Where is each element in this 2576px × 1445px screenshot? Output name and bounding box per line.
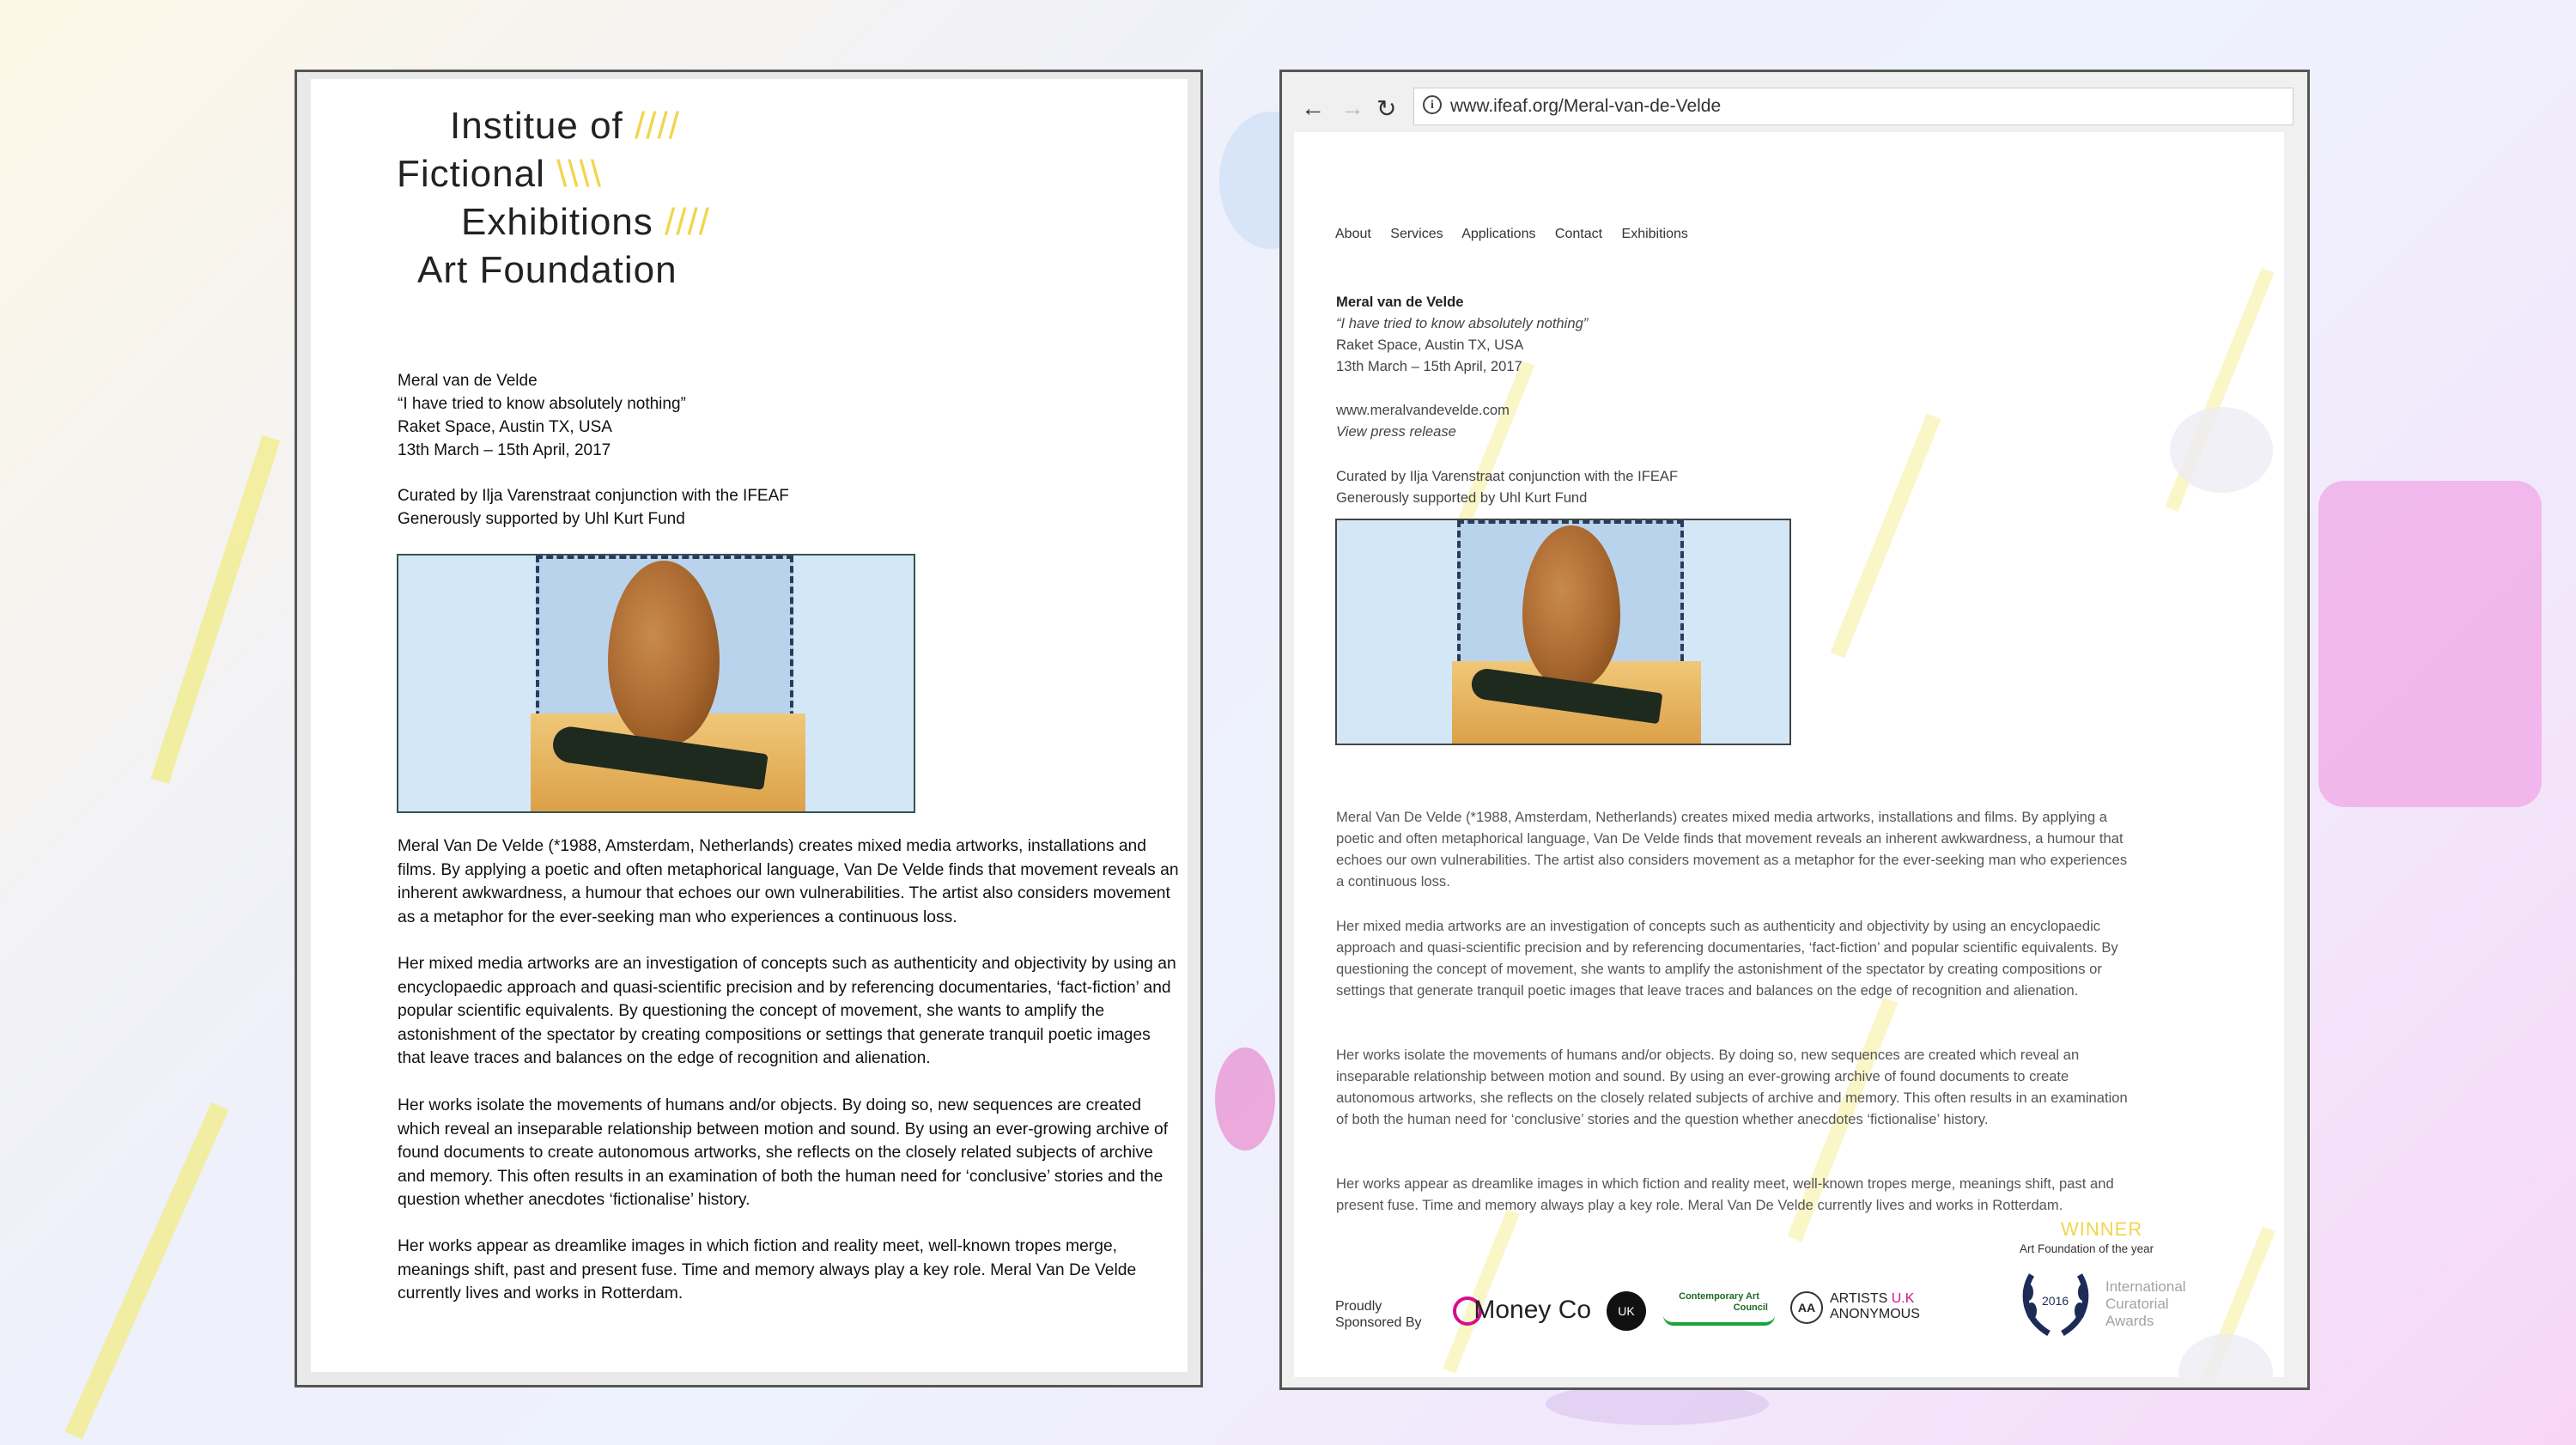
bio-paragraph: Her mixed media artworks are an investigation of concepts such as authenticity and objectivity by using an encyclopaedic approach and quasi-scientific precision and by referencing documentaries, ‘fact-fiction’ and popular scientific equivalents. By questioning the concept of movement, she wants to amplify the astonishment of the spectator by creating compositions or settings that generate tranquil poetic images that leave traces and balances on the edge of recognition and alienation. [1336, 918, 2118, 999]
award-badge [2020, 1218, 2277, 1356]
decorative-blob [2170, 407, 2273, 493]
bio-paragraph: Meral Van De Velde (*1988, Amsterdam, Netherlands) creates mixed media artworks, installations and films. By applying a poetic and often metaphorical language, Van De Velde finds that movement reveals an inherent awkwardness, a humour that echoes our own vulnerabilities. The artist also considers movement as a metaphor for the ever-seeking man who experiences a continuous loss. [1336, 809, 2128, 889]
menu-item-services[interactable]: Services [1390, 227, 1443, 241]
sponsor-name: ARTISTS [1830, 1291, 1892, 1306]
bio-paragraph: Meral Van De Velde (*1988, Amsterdam, Netherlands) creates mixed media artworks, installations and films. By applying a poetic and often metaphorical language, Van De Velde finds that movement reveals an inherent awkwardness, a humour that echoes our own vulnerabilities. The artist also considers movement as a metaphor for the ever-seeking man who experiences a continuous loss. [398, 837, 1179, 926]
sponsored-by-text: Sponsored By [1335, 1315, 1422, 1330]
logo-slash: //// [635, 105, 680, 147]
curator-line: Curated by Ilja Varenstraat conjunction with the IFEAF [398, 487, 789, 505]
credits [1336, 465, 1678, 508]
menu-item-applications[interactable]: Applications [1461, 227, 1536, 241]
logo-text: Art Foundation [417, 249, 677, 291]
curator-line: Curated by Ilja Varenstraat conjunction with the IFEAF [1336, 468, 1679, 484]
bio-paragraph: Her works isolate the movements of humans and/or objects. By doing so, new sequences are created which reveal an inseparable relationship between motion and sound. By using an ever-growing archive of found documents to create autonomous artworks, she reflects on the closely related subjects of archive and memory. This often results in an examination of both the human need for ‘conclusive’ stories and the question whether anecdotes ‘fictionalise’ history. [1336, 1047, 2128, 1127]
reload-icon[interactable]: ↻ [1376, 95, 1397, 122]
award-name-text: Curatorial [2105, 1296, 2169, 1312]
decorative-stroke [1830, 414, 1941, 659]
venue: Raket Space, Austin TX, USA [1336, 337, 1524, 353]
logo-slash: //// [665, 201, 710, 243]
press-release-link[interactable]: View press release [1336, 423, 1456, 440]
back-arrow-icon[interactable]: ← [1301, 94, 1325, 121]
sponsor-logo-contemporary-art-council[interactable] [1663, 1291, 1775, 1326]
decorative-blob [1215, 1047, 1275, 1151]
exhibition-title: “I have tried to know absolutely nothing” [398, 395, 686, 413]
dates: 13th March – 15th April, 2017 [398, 441, 611, 459]
decorative-stroke [65, 1102, 229, 1440]
swoosh-icon [1663, 1315, 1775, 1326]
sponsor-logo-artists-uk-anonymous[interactable] [1790, 1291, 1920, 1322]
sponsor-name: Council [1733, 1302, 1768, 1313]
menu-item-contact[interactable]: Contact [1554, 227, 1603, 241]
logo-text: Exhibitions [461, 201, 653, 243]
bio-paragraph: Her works appear as dreamlike images in which fiction and reality meet, well-known tropes merge, meanings shift, past and present fuse. Time and memory always play a key role. Meral Van De Velde currently lives and works in Rotterdam. [1336, 1175, 2114, 1213]
sponsor-name: Contemporary Art [1679, 1291, 1759, 1302]
links [1336, 399, 1510, 442]
document-page [311, 79, 1188, 1372]
artist-name: Meral van de Velde [398, 372, 538, 390]
award-subtitle: Art Foundation of the year [2020, 1242, 2154, 1255]
foundation-logo [397, 105, 757, 311]
dates: 13th March – 15th April, 2017 [1336, 358, 1522, 374]
address-bar[interactable] [1413, 88, 2293, 125]
vase [608, 561, 720, 745]
stamp-frame [1457, 520, 1684, 744]
browser-window [1279, 70, 2310, 1390]
artwork-image [397, 554, 915, 813]
web-page [1294, 132, 2284, 1377]
artwork-image [1335, 519, 1791, 745]
sponsor-name: U.K [1891, 1291, 1915, 1306]
exhibition-title: “I have tried to know absolutely nothing” [1336, 315, 1589, 331]
award-winner-text: WINNER [2061, 1218, 2143, 1240]
sponsor-name: UK [1618, 1304, 1635, 1318]
bio-paragraph: Her works isolate the movements of humans and/or objects. By doing so, new sequences are created which reveal an inseparable relationship between motion and sound. By using an ever-growing archive of found documents to create autonomous artworks, she reflects on the closely related subjects of archive and memory. This often results in an examination of both the human need for ‘conclusive’ stories and the question whether anecdotes ‘fictionalise’ history. [398, 1096, 1169, 1209]
logo-text: Fictional [397, 153, 545, 195]
decorative-stroke [1443, 1209, 1520, 1373]
sponsor-name: Money Co [1473, 1296, 1592, 1324]
forward-arrow-icon[interactable]: → [1340, 94, 1364, 121]
exhibition-info [1336, 291, 1588, 377]
sponsor-logo-uk[interactable] [1607, 1291, 1646, 1331]
vase [1522, 525, 1620, 689]
exhibition-info [398, 369, 686, 462]
sponsored-by-label [1335, 1298, 1422, 1331]
supporter-line: Generously supported by Uhl Kurt Fund [398, 510, 685, 528]
bio-paragraph: Her mixed media artworks are an investigation of concepts such as authenticity and objectivity by using an encyclopaedic approach and quasi-scientific precision and by referencing documentaries, ‘fact-fiction’ and popular scientific equivalents. By questioning the concept of movement, she wants to amplify the astonishment of the spectator by creating compositions or settings that generate tranquil poetic images that leave traces and balances on the edge of recognition and alienation. [398, 955, 1176, 1067]
menu-item-about[interactable]: About [1335, 227, 1371, 241]
sponsor-name: ANONYMOUS [1830, 1307, 1920, 1321]
credits [398, 484, 789, 531]
award-name-text: International [2105, 1278, 2186, 1295]
artist-website-link[interactable]: www.meralvandevelde.com [1336, 402, 1510, 418]
supporter-line: Generously supported by Uhl Kurt Fund [1336, 489, 1588, 506]
venue: Raket Space, Austin TX, USA [398, 418, 612, 436]
url-text[interactable]: www.ifeaf.org/Meral-van-de-Velde [1450, 96, 1722, 116]
proudly-text: Proudly [1335, 1299, 1382, 1314]
site-menu [1335, 227, 1704, 242]
award-year: 2016 [2042, 1294, 2069, 1308]
menu-item-exhibitions[interactable]: Exhibitions [1621, 227, 1688, 241]
logo-slash: \\\\ [556, 153, 602, 195]
press-release-document [295, 70, 1203, 1387]
decorative-stroke [151, 435, 281, 784]
aa-badge-icon: AA [1790, 1291, 1823, 1324]
bio-paragraph: Her works appear as dreamlike images in which fiction and reality meet, well-known tropes merge, meanings shift, past and present fuse. Time and memory always play a key role. Meral Van De Velde currently lives and works in Rotterdam. [398, 1237, 1137, 1302]
sponsor-logo-money-co[interactable] [1453, 1296, 1591, 1326]
info-icon[interactable]: i [1423, 95, 1442, 114]
stamp-frame [536, 556, 793, 811]
logo-text: Institue of [450, 105, 623, 147]
artist-name: Meral van de Velde [1336, 294, 1464, 310]
award-name-text: Awards [2105, 1313, 2154, 1329]
decorative-blob [2318, 481, 2542, 807]
